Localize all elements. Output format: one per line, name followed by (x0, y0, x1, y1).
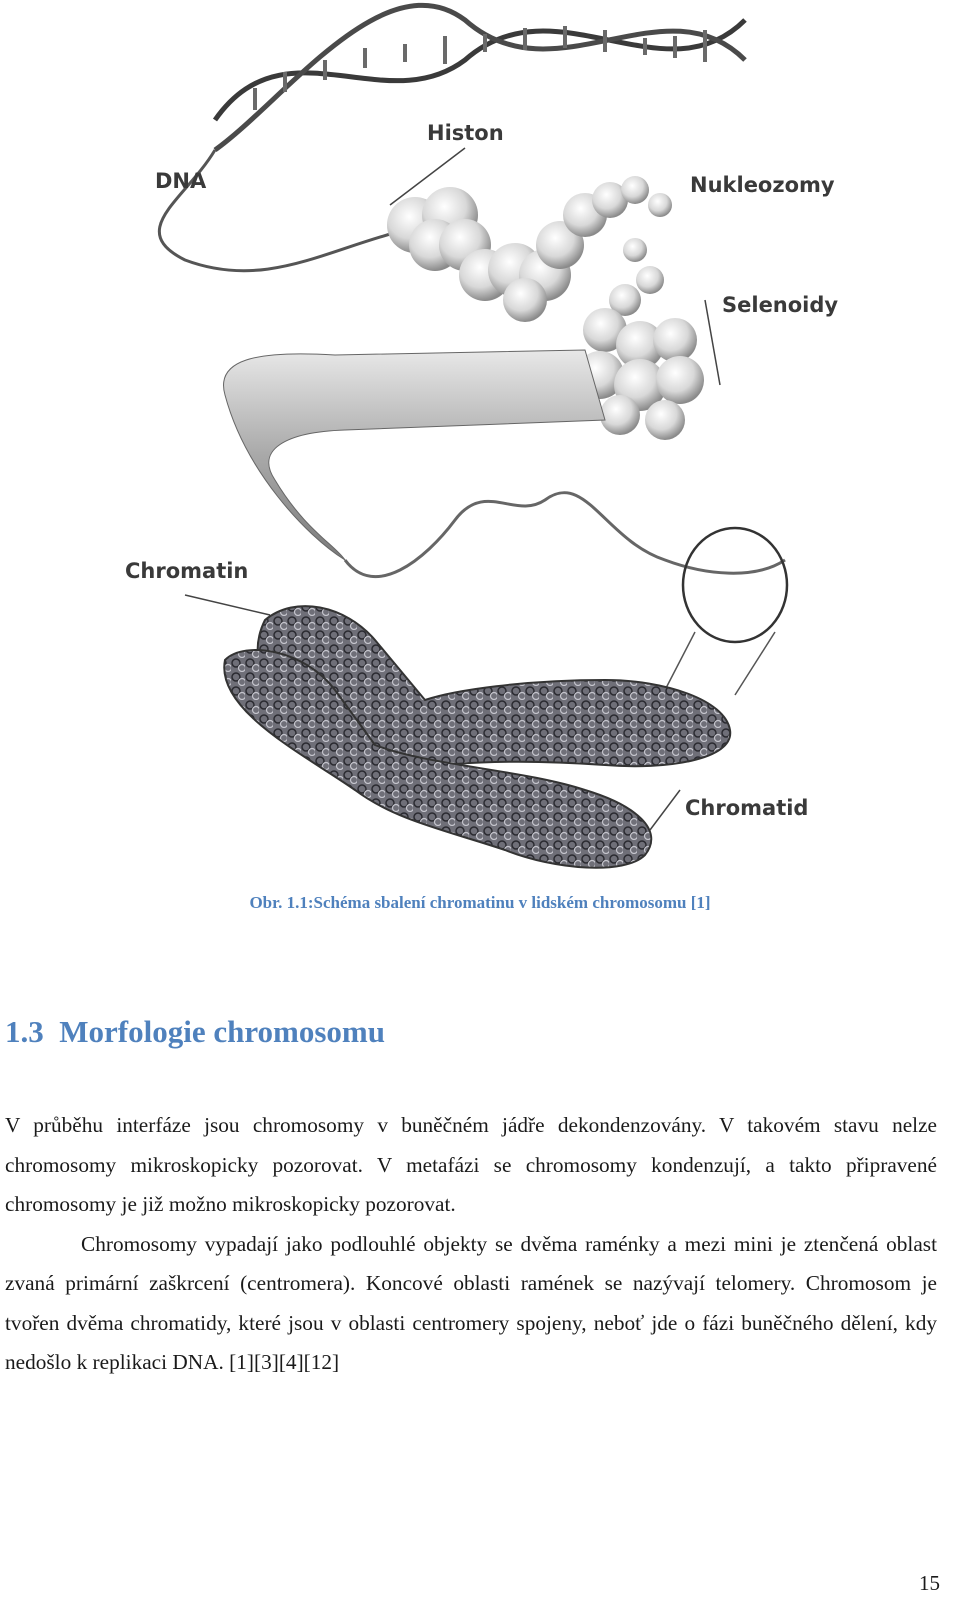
paragraph: Chromosomy vypadají jako podlouhlé objekty se dvěma raménky a mezi mini je ztenčená oblast zvaná primární zaškrcení (centromera). Koncové oblasti ramének se nazývají telomery. Chromosom je tvořen dvěma chromatidy, které jsou v oblasti centromery spojeny, neboť jde o fázi buněčného dělení, kdy nedošlo k replikaci DNA. [1][3][4][12] (5, 1231, 937, 1374)
magnifier-pointer-left (665, 632, 695, 690)
page-number: 15 (919, 1571, 940, 1595)
label-chromatid: Chromatid (685, 796, 809, 820)
label-nukleozomy: Nukleozomy (690, 173, 835, 197)
label-histon: Histon (427, 121, 504, 145)
body-text (5, 1106, 937, 1383)
chromatin-packing-figure (105, 0, 845, 895)
chromatin-loop (345, 493, 785, 577)
chromatin-fiber (223, 350, 605, 560)
section-title: Morfologie chromosomu (59, 1014, 385, 1049)
chromatid-pointer (650, 790, 680, 830)
label-dna: DNA (155, 169, 207, 193)
magnifier-circle (683, 528, 787, 642)
selenoid-pointer (705, 300, 720, 385)
figure-caption: Obr. 1.1:Schéma sbalení chromatinu v lidském chromosomu [1] (249, 893, 711, 912)
paragraph: V průběhu interfáze jsou chromosomy v buněčném jádře dekondenzovány. V takovém stavu nelze chromosomy mikroskopicky pozorovat. V metafázi se chromosomy kondenzují, a takto připravené chromosomy je již možno mikroskopicky pozorovat. (5, 1113, 937, 1216)
label-selenoidy: Selenoidy (722, 293, 839, 317)
label-chromatin: Chromatin (125, 559, 249, 583)
section-heading (5, 1014, 385, 1050)
chromatin-pointer (185, 595, 270, 615)
chromosome (224, 606, 730, 868)
section-number: 1.3 (5, 1014, 44, 1049)
